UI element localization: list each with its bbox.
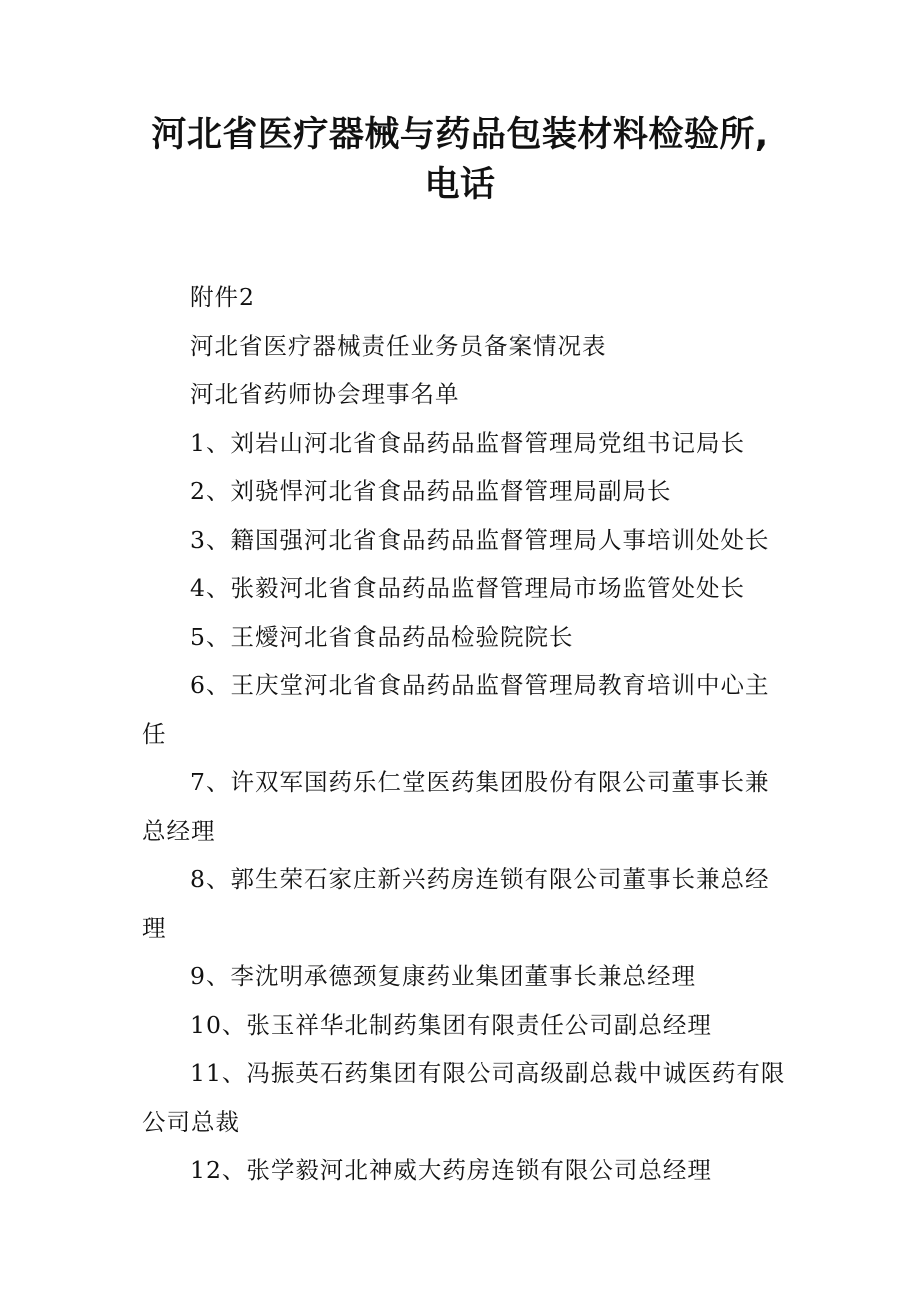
list-item: 2、刘骁悍河北省食品药品监督管理局副局长	[190, 477, 672, 505]
list-item: 8、郭生荣石家庄新兴药房连锁有限公司董事长兼总经理	[142, 865, 770, 942]
list-item: 12、张学毅河北神威大药房连锁有限公司总经理	[190, 1156, 712, 1184]
list-item: 11、冯振英石药集团有限公司高级副总裁中诚医药有限公司总裁	[142, 1059, 786, 1136]
list-item: 10、张玉祥华北制药集团有限责任公司副总经理	[190, 1010, 712, 1039]
document-body	[142, 273, 787, 1195]
title-line-2: 电话	[424, 165, 496, 205]
list-item: 3、籍国强河北省食品药品监督管理局人事培训处处长	[190, 525, 770, 554]
list-heading: 河北省药师协会理事名单	[190, 380, 460, 408]
list-item: 9、李沈明承德颈复康药业集团董事长兼总经理	[190, 962, 696, 990]
list-item: 7、许双军国药乐仁堂医药集团股份有限公司董事长兼总经理	[142, 768, 770, 845]
title-line-1: 河北省医疗器械与药品包装材料检验所,	[151, 115, 769, 155]
list-item: 6、王庆堂河北省食品药品监督管理局教育培训中心主任	[142, 671, 770, 748]
list-item: 5、王燰河北省食品药品检验院院长	[190, 622, 574, 651]
list-item: 4、张毅河北省食品药品监督管理局市场监管处处长	[190, 574, 745, 602]
attachment-label: 附件2	[190, 283, 255, 311]
form-title: 河北省医疗器械责任业务员备案情况表	[190, 331, 607, 360]
document-title	[100, 110, 820, 210]
list-item: 1、刘岩山河北省食品药品监督管理局党组书记局长	[190, 428, 745, 457]
